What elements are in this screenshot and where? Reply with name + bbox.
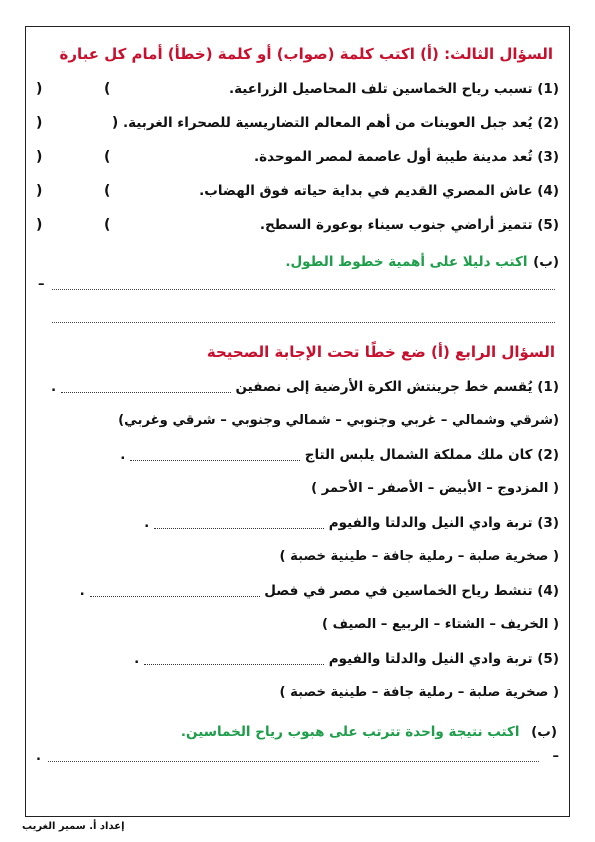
part-b-prompt: اكتب نتيجة واحدة تترتب على هبوب رياح الخماسين. <box>180 724 520 740</box>
q4-item-2 <box>26 447 559 463</box>
blank-line[interactable] <box>154 518 324 529</box>
answer-dash: – <box>552 749 559 764</box>
item-number: (1) <box>537 81 559 97</box>
q3-item-2 <box>26 115 559 131</box>
part-b-label: (ب) <box>531 724 557 740</box>
q3-part-b <box>26 251 559 270</box>
item-number: (1) <box>537 379 559 395</box>
q4-choices-2: ( المزدوج – الأبيض – الأصفر – الأحمر ) <box>311 481 559 496</box>
item-number: (4) <box>537 183 559 199</box>
item-text: تنشط رياح الخماسين في مصر في فصل <box>264 583 533 599</box>
q4-part-b <box>26 721 557 740</box>
q4-choices-4: ( الخريف – الشتاء – الربيع – الصيف ) <box>322 617 559 632</box>
item-text: تربة وادي النيل والدلتا والفيوم <box>328 651 533 667</box>
item-number: (3) <box>537 149 559 165</box>
part-b-prompt: اكتب دليلا على أهمية خطوط الطول. <box>285 254 528 270</box>
answer-dash: – <box>38 277 45 292</box>
answer-paren-close: ) <box>36 81 43 97</box>
answer-end-dot: . <box>36 749 41 764</box>
blank-line[interactable] <box>144 654 324 665</box>
item-number: (2) <box>537 115 559 131</box>
q4-title: السؤال الرابع (أ) ضع خطًا تحت الإجابة الصحيحة <box>206 343 555 361</box>
blank-line[interactable] <box>61 382 231 393</box>
blank-line[interactable] <box>90 586 260 597</box>
answer-paren-close: ) <box>36 149 43 165</box>
answer-paren-close: ) <box>36 217 43 233</box>
item-text: تتميز أراضي جنوب سيناء بوعورة السطح. <box>259 217 533 233</box>
q4-choices-1: (شرقي وشمالي – غربي وجنوبي – شمالي وجنوبي – شرقي وغربي) <box>118 413 559 428</box>
part-b-label: (ب) <box>533 254 559 270</box>
item-number: (3) <box>537 515 559 531</box>
item-end: . <box>120 447 126 463</box>
q4-item-5 <box>26 651 559 667</box>
answer-paren-open: ( <box>104 149 111 165</box>
item-end: . <box>134 651 140 667</box>
q4-choices-3: ( صخرية صلبة – رملية جافة – طينية خصبة ) <box>279 549 559 564</box>
answer-paren-open: ( <box>104 217 111 233</box>
q4-item-3 <box>26 515 559 531</box>
answer-paren-close: ) <box>36 115 43 131</box>
item-text: تربة وادي النيل والدلتا والفيوم <box>328 515 533 531</box>
item-number: (4) <box>537 583 559 599</box>
answer-line-1[interactable] <box>52 289 555 290</box>
q3-title: السؤال الثالث: (أ) اكتب كلمة (صواب) أو كلمة (خطأ) أمام كل عبارة <box>59 45 553 63</box>
answer-line[interactable] <box>48 761 539 762</box>
item-number: (5) <box>537 217 559 233</box>
item-text: يُقسم خط جرينتش الكرة الأرضية إلى نصفين <box>235 379 533 395</box>
q4-choices-5: ( صخرية صلبة – رملية جافة – طينية خصبة ) <box>279 685 559 700</box>
item-number: (5) <box>537 651 559 667</box>
item-text: تسبب رياح الخماسين تلف المحاصيل الزراعية. <box>228 81 533 97</box>
q4-item-1 <box>26 379 559 395</box>
worksheet-frame <box>25 26 570 817</box>
item-end: . <box>50 379 57 395</box>
item-text: تُعد مدينة طيبة أول عاصمة لمصر الموحدة. <box>254 149 533 165</box>
item-end: . <box>79 583 85 599</box>
author-credit: إعداد أ. سمير الغريب <box>22 821 125 832</box>
item-end: . <box>144 515 150 531</box>
blank-line[interactable] <box>130 450 300 461</box>
answer-paren-open: ( <box>104 183 111 199</box>
answer-paren-open: ( <box>111 115 119 131</box>
answer-line-2[interactable] <box>52 322 555 323</box>
answer-paren-close: ) <box>36 183 43 199</box>
item-text: عاش المصري القديم في بداية حياته فوق الهضاب. <box>199 183 533 199</box>
item-number: (2) <box>537 447 559 463</box>
item-text: يُعد جبل العوينات من أهم المعالم التضاريسية للصحراء الغربية. <box>122 115 533 131</box>
q4-item-4 <box>26 583 559 599</box>
item-text: كان ملك مملكة الشمال يلبس التاج <box>304 447 533 463</box>
answer-paren-open: ( <box>104 81 111 97</box>
